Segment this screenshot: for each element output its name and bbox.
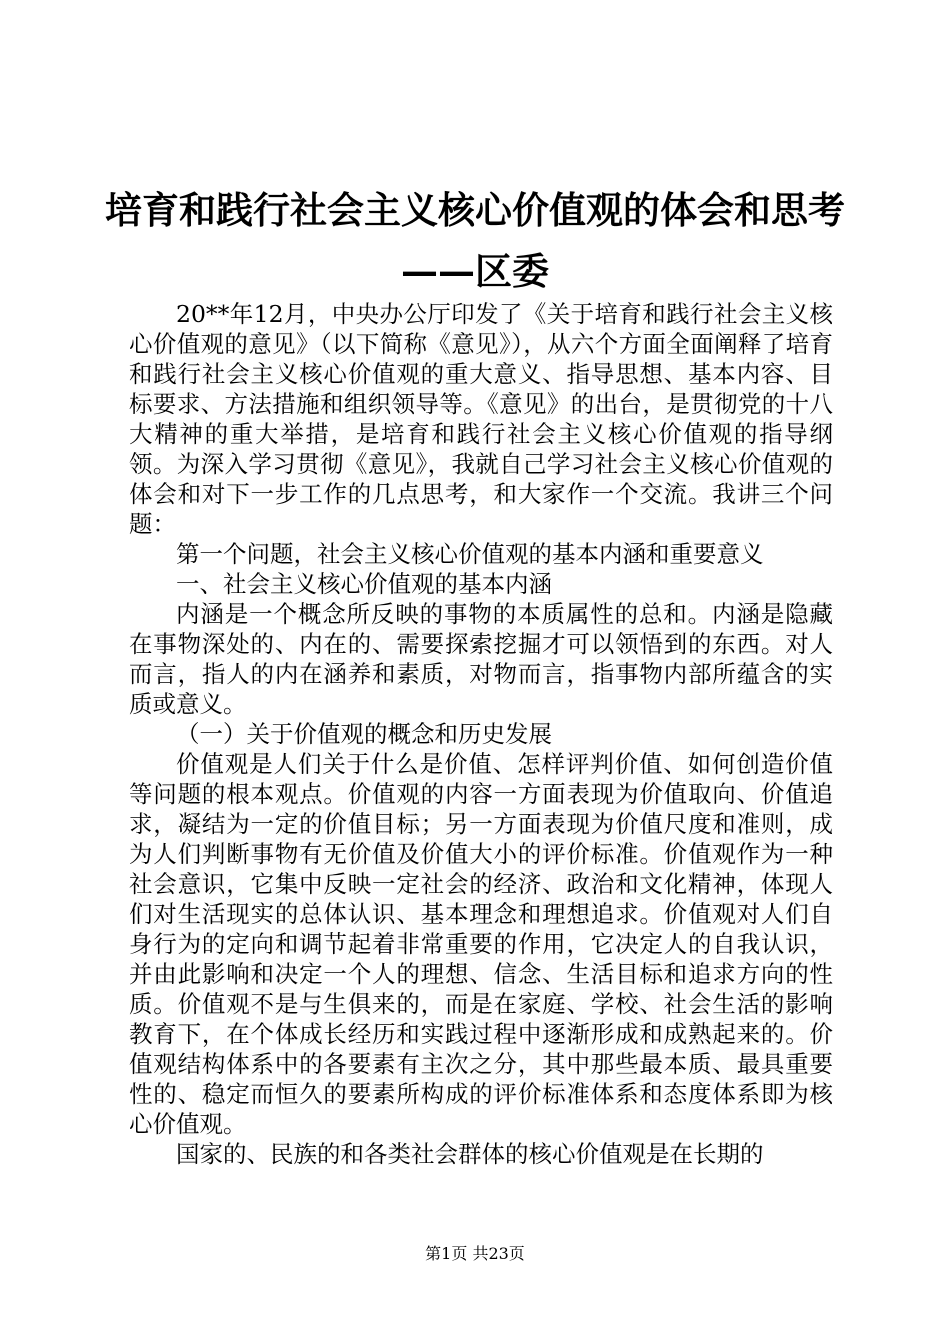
- sub-subsection-heading: （一）关于价值观的概念和历史发展: [176, 720, 552, 748]
- page-footer: 第1页 共23页: [425, 1244, 525, 1263]
- document-body: [129, 299, 833, 1169]
- body-paragraph: 国家的、民族的和各类社会群体的核心价值观是在长期的: [176, 1140, 764, 1168]
- document-subtitle: ——区委: [401, 249, 549, 293]
- subsection-heading: 一、社会主义核心价值观的基本内涵: [176, 570, 552, 598]
- intro-paragraph: 20**年12月，中央办公厅印发了《关于培育和践行社会主义核心价值观的意见》（以下简称《意见》），从六个方面全面阐释了培育和践行社会主义核心价值观的重大意义、指导思想、基本内容、目标要求、方法措施和组织领导等。《意见》的出台，是贯彻党的十八大精神的重大举措，是培育和践行社会主义核心价值观的指导纲领。为深入学习贯彻《意见》，我就自己学习社会主义核心价值观的体会和对下一步工作的几点思考，和大家作一个交流。我讲三个问题：: [129, 300, 833, 538]
- body-paragraph: 内涵是一个概念所反映的事物的本质属性的总和。内涵是隐藏在事物深处的、内在的、需要探索挖掘才可以领悟到的东西。对人而言，指人的内在涵养和素质，对物而言，指事物内部所蕴含的实质或意义。: [129, 600, 833, 718]
- section-heading: 第一个问题，社会主义核心价值观的基本内涵和重要意义: [176, 540, 764, 568]
- body-paragraph: 价值观是人们关于什么是价值、怎样评判价值、如何创造价值等问题的根本观点。价值观的内容一方面表现为价值取向、价值追求，凝结为一定的价值目标；另一方面表现为价值尺度和准则，成为人们判断事物有无价值及价值大小的评价标准。价值观作为一种社会意识，它集中反映一定社会的经济、政治和文化精神，体现人们对生活现实的总体认识、基本理念和理想追求。价值观对人们自身行为的定向和调节起着非常重要的作用，它决定人的自我认识，并由此影响和决定一个人的理想、信念、生活目标和追求方向的性质。价值观不是与生俱来的，而是在家庭、学校、社会生活的影响教育下，在个体成长经历和实践过程中逐渐形成和成熟起来的。价值观结构体系中的各要素有主次之分，其中那些最本质、最具重要性的、稳定而恒久的要素所构成的评价标准体系和态度体系即为核心价值观。: [129, 750, 833, 1138]
- document-title: 培育和践行社会主义核心价值观的体会和思考: [105, 188, 845, 232]
